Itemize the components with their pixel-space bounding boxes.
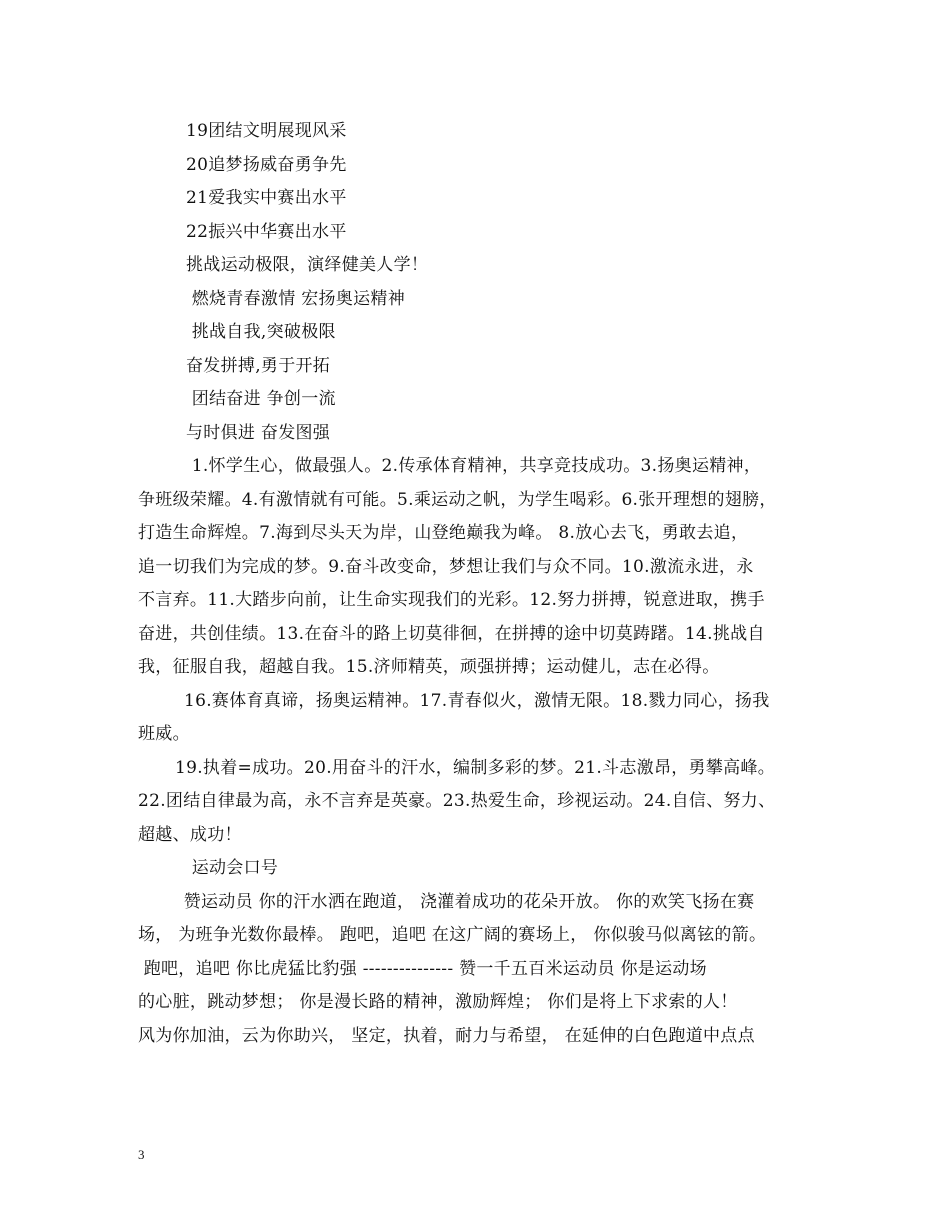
slogan-line: 与时俱进 奋发图强 bbox=[186, 423, 331, 443]
slogan-line: 奋发拼搏,勇于开拓 bbox=[186, 356, 331, 376]
paragraph-line: 我，征服自我，超越自我。15.济师精英，顽强拼搏；运动健儿，志在必得。 bbox=[138, 657, 720, 677]
page-number: 3 bbox=[138, 1147, 145, 1162]
paragraph-line: 超越、成功！ bbox=[138, 825, 242, 845]
slogan-line: 19团结文明展现风采 bbox=[186, 121, 347, 141]
slogan-line: 20追梦扬威奋勇争先 bbox=[186, 155, 347, 175]
slogan-line: 燃烧青春激情 宏扬奥运精神 bbox=[186, 289, 406, 309]
poem-line: 场， 为班争光数你最棒。 跑吧，追吧 在这广阔的赛场上， 你似骏马似离铉的箭。 bbox=[138, 925, 767, 945]
poem-line: 风为你加油，云为你助兴， 坚定，执着，耐力与希望， 在延伸的白色跑道中点点 bbox=[138, 1026, 755, 1046]
section-heading: 运动会口号 bbox=[186, 858, 279, 878]
paragraph-line: 1.怀学生心，做最强人。2.传承体育精神，共享竞技成功。3.扬奥运精神， bbox=[186, 456, 762, 476]
slogan-line: 挑战运动极限，演绎健美人学！ bbox=[186, 255, 429, 275]
paragraph-line: 22.团结自律最为高，永不言弃是英豪。23.热爱生命，珍视运动。24.自信、努力、 bbox=[138, 791, 776, 811]
slogan-line: 挑战自我,突破极限 bbox=[186, 322, 336, 342]
poem-line: 赞运动员 你的汗水洒在跑道， 浇灌着成功的花朵开放。 你的欢笑飞扬在赛 bbox=[178, 892, 755, 912]
paragraph-line: 追一切我们为完成的梦。9.奋斗改变命，梦想让我们与众不同。10.激流永进，永 bbox=[138, 557, 754, 577]
slogan-line: 21爱我实中赛出水平 bbox=[186, 188, 347, 208]
paragraph-line: 班威。 bbox=[138, 724, 190, 744]
paragraph-line: 16.赛体育真谛，扬奥运精神。17.青春似火，激情无限。18.戮力同心，扬我 bbox=[184, 691, 770, 711]
paragraph-line: 打造生命辉煌。7.海到尽头天为岸，山登绝巅我为峰。 8.放心去飞，勇敢去追， bbox=[138, 523, 749, 543]
paragraph-line: 不言弃。11.大踏步向前，让生命实现我们的光彩。12.努力拼搏，锐意进取，携手 bbox=[138, 590, 765, 610]
poem-line: 跑吧，追吧 你比虎猛比豹强 --------------- 赞一千五百米运动员 你是运动场 bbox=[138, 959, 707, 979]
poem-line: 的心脏，跳动梦想； 你是漫长路的精神，激励辉煌； 你们是将上下求索的人！ bbox=[138, 992, 738, 1012]
slogan-line: 22振兴中华赛出水平 bbox=[186, 222, 347, 242]
slogan-line: 团结奋进 争创一流 bbox=[186, 389, 336, 409]
paragraph-line: 奋进，共创佳绩。13.在奋斗的路上切莫徘徊，在拼搏的途中切莫踌躇。14.挑战自 bbox=[138, 624, 765, 644]
paragraph-line: 争班级荣耀。4.有激情就有可能。5.乘运动之帆，为学生喝彩。6.张开理想的翅膀， bbox=[138, 490, 777, 510]
paragraph-line: 19.执着=成功。20.用奋斗的汗水，编制多彩的梦。21.斗志激昂，勇攀高峰。 bbox=[175, 758, 776, 778]
